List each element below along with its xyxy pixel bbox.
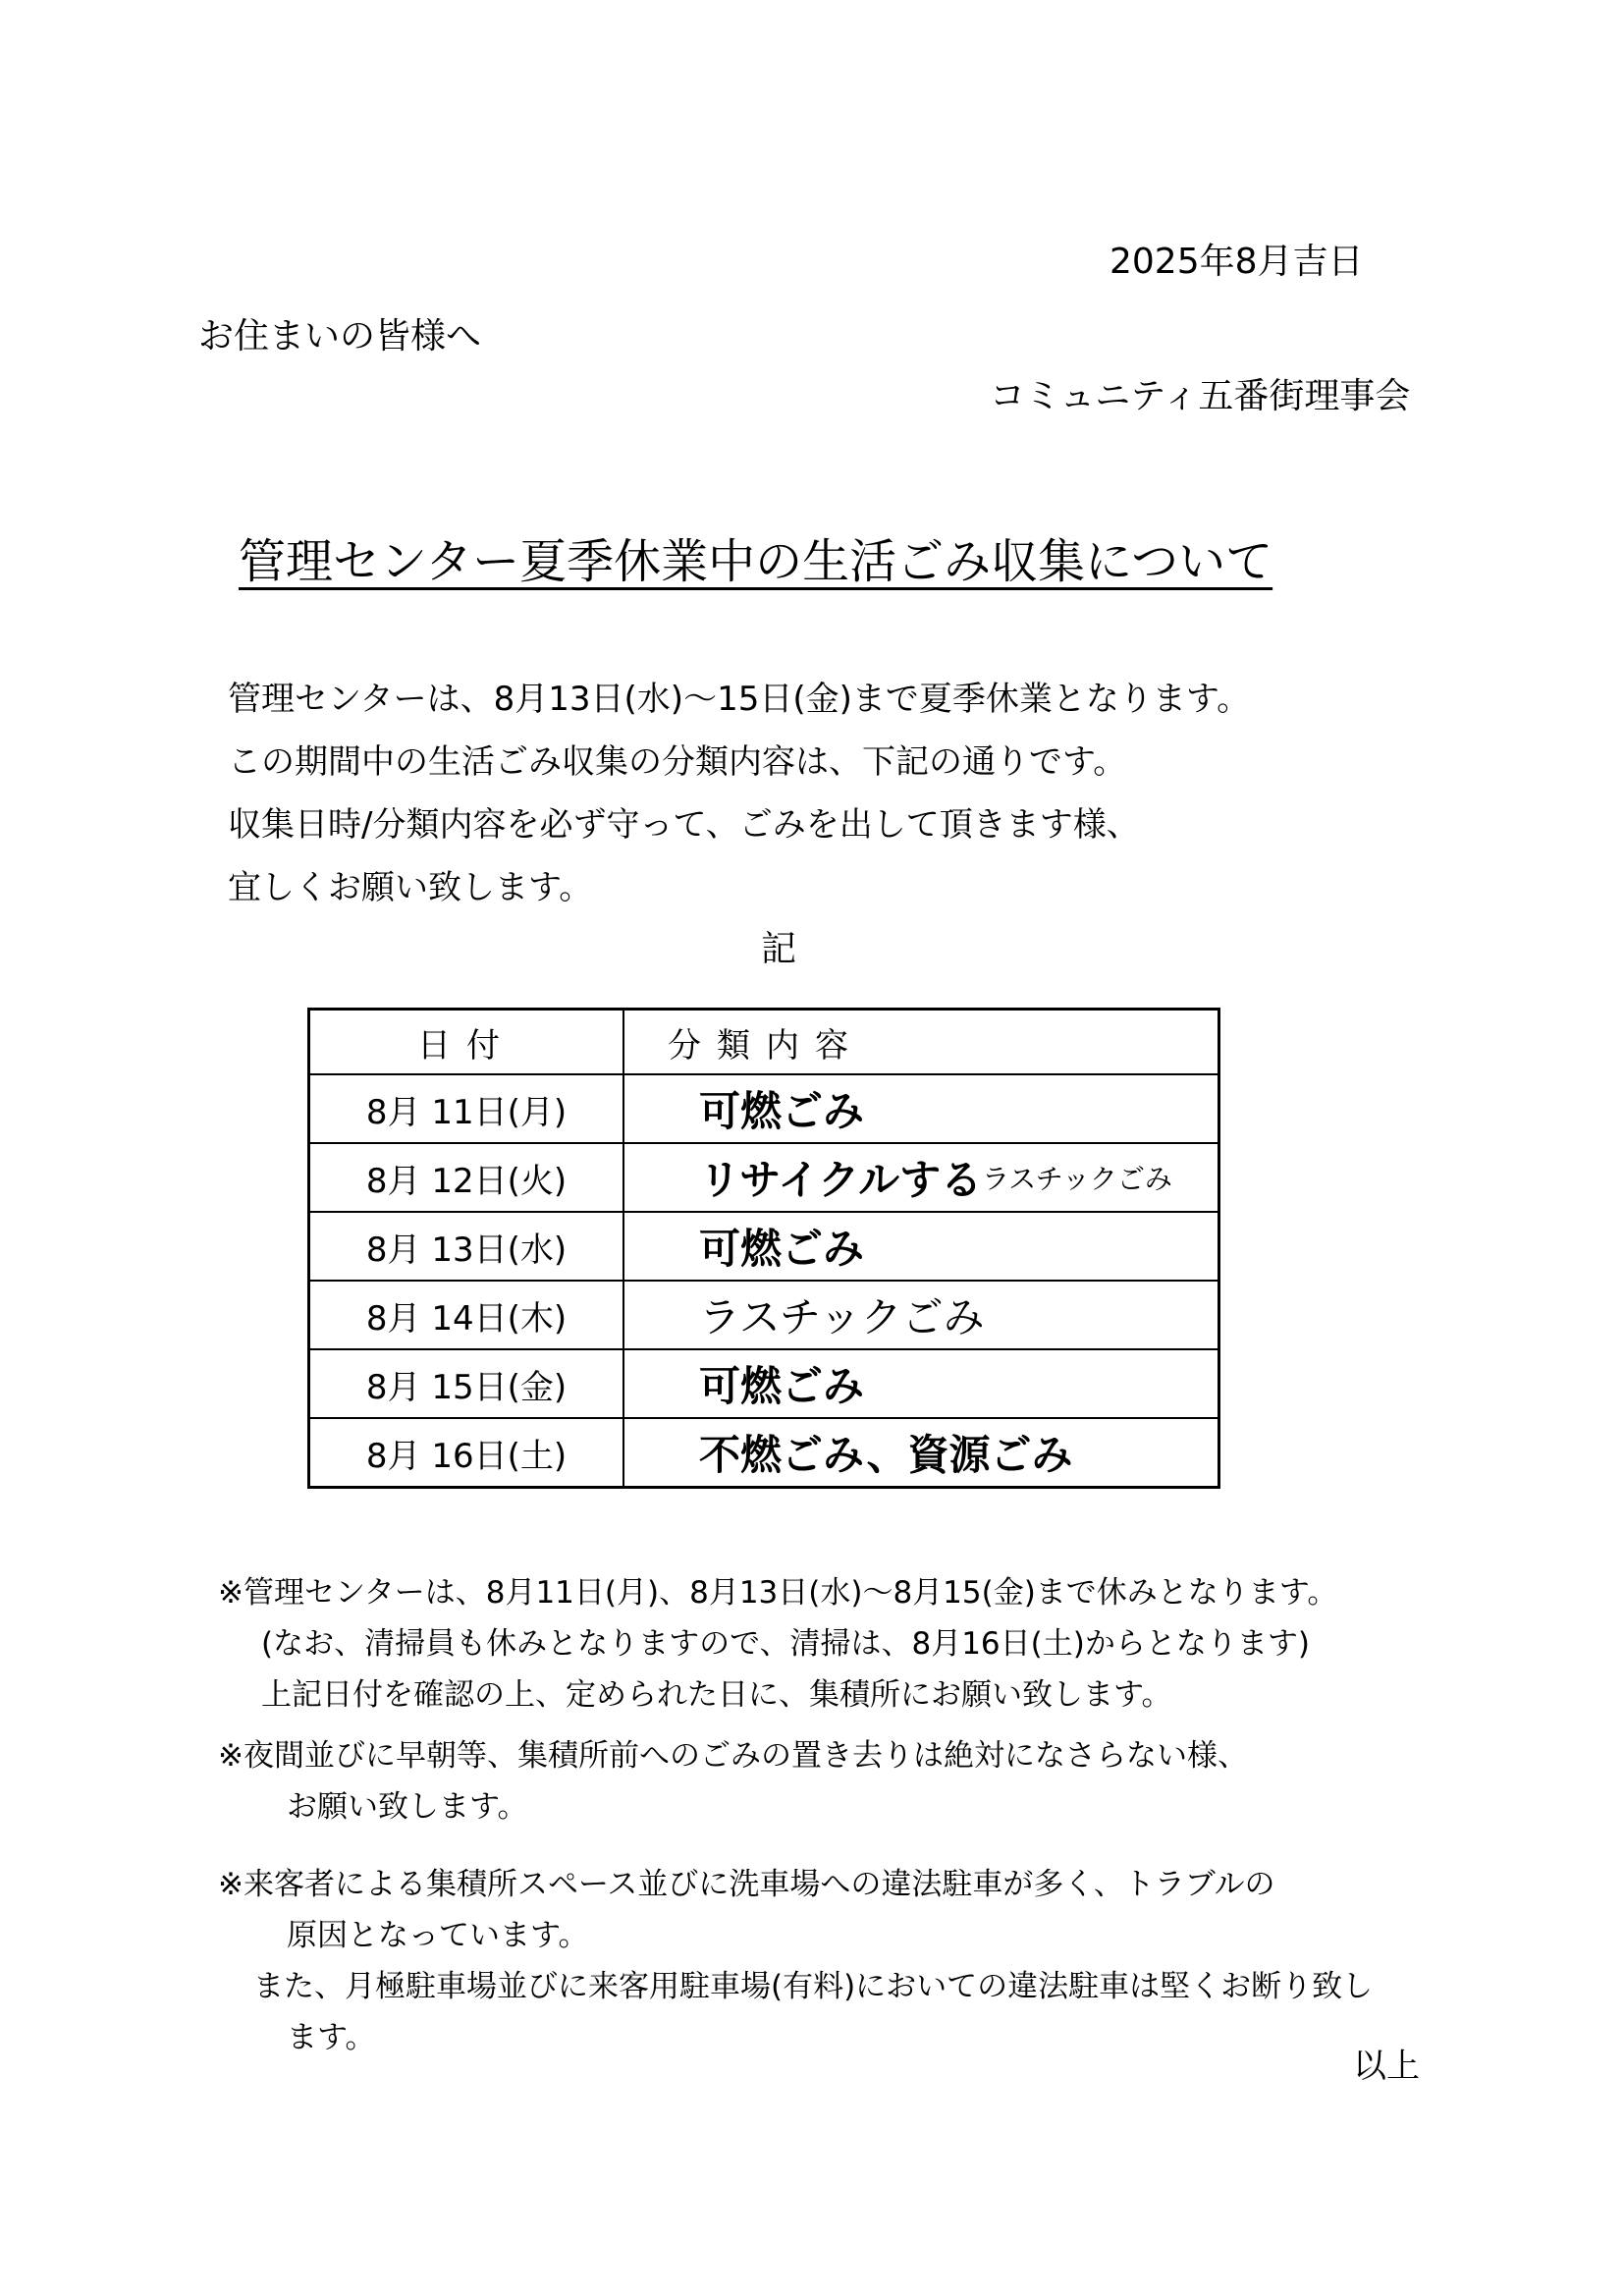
table-row [310, 1417, 1218, 1486]
row-date: 8月 15日(金) [310, 1350, 624, 1417]
note-center-closed [218, 1567, 1337, 1721]
ki-heading: 記 [761, 929, 797, 969]
intro-line: 宜しくお願い致します。 [228, 868, 593, 907]
header-category: 分類内容 [668, 1025, 864, 1066]
schedule-table [307, 1008, 1220, 1489]
header-date: 日付 [310, 1011, 624, 1073]
row-category [624, 1075, 1218, 1142]
note-line: (なお、清掃員も休みとなりますので、清掃は、8月16日(土)からとなります) [261, 1626, 1310, 1662]
table-row [310, 1073, 1218, 1142]
row-date: 8月 12日(火) [310, 1144, 624, 1211]
row-category [624, 1282, 1218, 1348]
note-line: お願い致します。 [287, 1789, 528, 1825]
page-title: 管理センター夏季休業中の生活ごみ収集について [239, 534, 1273, 589]
note-line: ます。 [287, 2020, 376, 2055]
row-date: 8月 11日(月) [310, 1075, 624, 1142]
note-line: ※夜間並びに早朝等、集積所前へのごみの置き去りは絶対になさらない様、 [218, 1738, 1248, 1774]
row-category [624, 1144, 1218, 1211]
category-subtext: ラスチックごみ [982, 1163, 1172, 1195]
note-no-dumping [218, 1730, 1248, 1832]
category-text: 可燃ごみ [699, 1362, 865, 1410]
sender-name: コミュニティ五番街理事会 [990, 376, 1411, 416]
category-text: 不燃ごみ、資源ごみ [699, 1431, 1073, 1479]
table-row [310, 1280, 1218, 1348]
note-line: ※来客者による集積所スペース並びに洗車場への違法駐車が多く、トラブルの [218, 1867, 1275, 1902]
note-line: 原因となっています。 [287, 1918, 589, 1953]
intro-line: 管理センターは、8月13日(水)～15日(金)まで夏季休業となります。 [228, 680, 1251, 719]
intro-line: 収集日時/分類内容を必ず守って、ごみを出して頂きます様、 [228, 805, 1140, 845]
row-category [624, 1213, 1218, 1280]
note-illegal-parking [218, 1859, 1373, 2063]
table-row [310, 1348, 1218, 1417]
document-date: 2025年8月吉日 [1110, 242, 1364, 282]
category-text: ラスチックごみ [699, 1293, 985, 1341]
addressee: お住まいの皆様へ [198, 316, 482, 356]
note-line: また、月極駐車場並びに来客用駐車場(有料)においての違法駐車は堅くお断り致し [253, 1969, 1374, 2004]
category-text: 可燃ごみ [699, 1087, 865, 1135]
table-row [310, 1211, 1218, 1280]
note-line: 上記日付を確認の上、定められた日に、集積所にお願い致します。 [261, 1677, 1172, 1713]
row-category [624, 1350, 1218, 1417]
row-date: 8月 16日(土) [310, 1419, 624, 1486]
row-date: 8月 13日(水) [310, 1213, 624, 1280]
table-header-row [310, 1011, 1218, 1073]
intro-line: この期間中の生活ごみ収集の分類内容は、下記の通りです。 [228, 742, 1127, 782]
row-category [624, 1419, 1218, 1486]
row-date: 8月 14日(木) [310, 1282, 624, 1348]
note-line: ※管理センターは、8月11日(月)、8月13日(水)～8月15(金)まで休みとなります。 [218, 1575, 1338, 1611]
table-row [310, 1142, 1218, 1211]
intro-paragraph [228, 668, 1250, 919]
category-text: リサイクルする [699, 1156, 983, 1204]
category-text: 可燃ごみ [699, 1225, 865, 1273]
closing-mark: 以上 [1353, 2047, 1420, 2086]
